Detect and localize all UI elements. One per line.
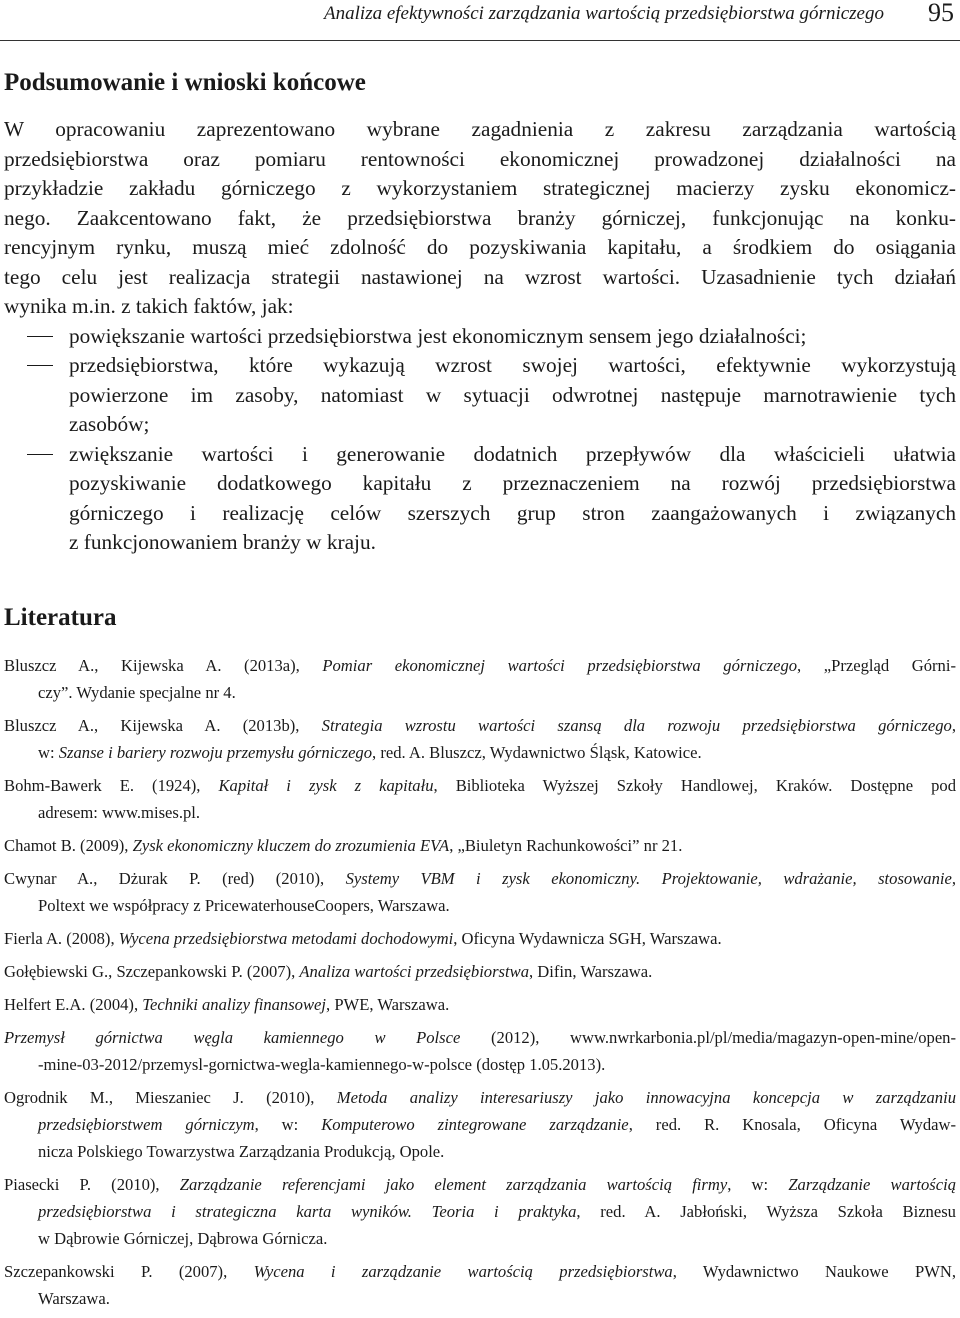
reference-title-text: Zarządzanie referencjami jako element zarządzania wartością firmy [179,1175,728,1194]
reference-text: , „Biuletyn Rachunkowości” nr 21. [449,836,683,855]
reference-line [4,679,956,706]
dash-bullet-icon [27,365,53,366]
reference-text: , Biblioteka Wyższej Szkoły Handlowej, Kraków. Dostępne pod [433,776,956,795]
reference-entry [4,925,956,952]
reference-text: Bluszcz A., Kijewska A. (2013b), [4,716,322,735]
reference-entry [4,832,956,859]
reference-text: Piasecki P. (2010), [4,1175,180,1194]
reference-title-text: Komputerowo zintegrowane zarządzanie [321,1115,629,1134]
reference-line [4,1225,956,1252]
reference-line [4,652,956,679]
body-line: rencyjnym rynku, muszą mieć zdolność do pozyskiwania kapitału, a środkiem do osiągania [4,235,956,259]
reference-line [4,958,956,985]
reference-text: Chamot B. (2009), [4,836,133,855]
body-line: wynika m.in. z takich faktów, jak: [4,294,294,318]
reference-text: Gołębiewski G., Szczepankowski P. (2007), [4,962,300,981]
reference-text: Fierla A. (2008), [4,929,119,948]
reference-title-text: przedsiębiorstwem górniczym [38,1115,255,1134]
reference-entry [4,652,956,706]
body-line: z funkcjonowaniem branży w kraju. [69,530,376,554]
reference-title-text: Pomiar ekonomicznej wartości przedsiębiorstwa górniczego [322,656,798,675]
reference-text: Bohm-Bawerk E. (1924), [4,776,219,795]
reference-text: , red. R. Knosala, Oficyna Wydaw- [628,1115,957,1134]
reference-line [4,712,956,739]
reference-entry [4,1084,956,1165]
reference-text: , [951,869,957,888]
reference-entry [4,772,956,826]
reference-line [4,1051,956,1078]
reference-line [4,1111,956,1138]
reference-line [4,1138,956,1165]
reference-line [4,925,956,952]
running-title: Analiza efektywności zarządzania wartością przedsiębiorstwa górniczego [324,3,884,24]
reference-line [4,1258,956,1285]
body-line: nego. Zaakcentowano fakt, że przedsiębiorstwa branży górniczej, funkcjonując na konku- [4,205,956,230]
bullet-item [4,322,956,352]
summary-body [4,115,956,558]
reference-line [4,892,956,919]
reference-text: Bluszcz A., Kijewska A. (2013a), [4,656,323,675]
bullet-text: powiększanie wartości przedsiębiorstwa jest ekonomicznym sensem jego działalności; [69,323,807,348]
page-number: 95 [928,0,954,27]
reference-text: , Difin, Warszawa. [529,962,653,981]
reference-entry [4,958,956,985]
bullet-text: przedsiębiorstwa, które wykazują wzrost swojej wartości, efektywnie wykorzystują [69,353,956,377]
reference-text: , red. A. Jabłoński, Wyższa Szkoła Biznesu [576,1202,956,1221]
reference-text: Helfert E.A. (2004), [4,995,143,1014]
reference-text: (2012), www.nwrkarbonia.pl/pl/media/magazyn-open-mine/open- [460,1028,957,1047]
body-line: W opracowaniu zaprezentowano wybrane zagadnienia z zakresu zarządzania wartością [4,117,956,141]
reference-text: Warszawa. [38,1289,110,1308]
reference-entry [4,1171,956,1252]
reference-text: Ogrodnik M., Mieszaniec J. (2010), [4,1088,337,1107]
body-line: zasobów; [69,412,150,436]
dash-bullet-icon [27,336,53,337]
reference-line [4,865,956,892]
section-heading-literature: Literatura [4,604,117,631]
reference-title-text: Wycena i zarządzanie wartością przedsiębiorstwa [253,1262,673,1281]
reference-text: Poltext we współpracy z PricewaterhouseCoopers, Warszawa. [38,896,450,915]
reference-title-text: Przemysł górnictwa węgla kamiennego w Polsce [4,1028,461,1047]
reference-entry [4,865,956,919]
reference-line [4,739,956,766]
reference-entry [4,1024,956,1078]
section-heading-summary: Podsumowanie i wnioski końcowe [4,69,366,96]
reference-text: nicza Polskiego Towarzystwa Zarządzania Produkcją, Opole. [38,1142,445,1161]
reference-text: , Oficyna Wydawnicza SGH, Warszawa. [453,929,722,948]
reference-title-text: Techniki analizy finansowej [142,995,327,1014]
page-header [0,0,960,41]
reference-title-text: Zysk ekonomiczny kluczem do zrozumienia EVA [132,836,450,855]
reference-title-text: przedsiębiorstwa i strategiczna karta wyników. Teoria i praktyka [38,1202,577,1221]
reference-line [4,991,956,1018]
body-line: przedsiębiorstwa oraz pomiaru rentowności ekonomicznej prowadzonej działalności na [4,146,956,171]
reference-title-text: Kapitał i zysk z kapitału [218,776,434,795]
reference-line [4,832,956,859]
reference-title-text: Szanse i bariery rozwoju przemysłu górniczego [58,743,373,762]
reference-title-text: Systemy VBM i zysk ekonomiczny. Projektowanie, wdrażanie, stosowanie [345,869,952,888]
reference-text: , w: [727,1175,789,1194]
body-line: pozyskiwanie dodatkowego kapitału z przeznaczeniem na rozwój przedsiębiorstwa [69,471,956,495]
reference-text: -mine-03-2012/przemysl-gornictwa-wegla-kamiennego-w-polsce (dostęp 1.05.2013). [38,1055,606,1074]
reference-text: , red. A. Bluszcz, Wydawnictwo Śląsk, Katowice. [372,743,702,762]
reference-title-text: Strategia wzrostu wartości szansą dla rozwoju przedsiębiorstwa górniczego [321,716,952,735]
dash-bullet-icon [27,454,53,455]
reference-line [4,799,956,826]
bullet-text: zwiększanie wartości i generowanie dodatnich przepływów dla właścicieli ułatwia [69,441,956,466]
reference-text: w Dąbrowie Górniczej, Dąbrowa Górnicza. [38,1229,328,1248]
reference-line [4,1285,956,1312]
body-line: tego celu jest realizacja strategii nastawionej na wzrost wartości. Uzasadnienie tych działań [4,264,956,289]
reference-text: czy”. Wydanie specjalne nr 4. [38,683,236,702]
reference-text: , Wydawnictwo Naukowe PWN, [672,1262,956,1281]
reference-text: , „Przegląd Górni- [797,656,956,675]
bullet-item [4,440,956,470]
body-line: powierzone im zasoby, natomiast w sytuacji odwrotnej następuje marnotrawienie tych [69,382,956,407]
body-line: przykładzie zakładu górniczego z wykorzystaniem strategicznej macierzy zysku ekonomicz- [4,176,956,200]
bullet-item [4,351,956,381]
body-line: górniczego i realizację celów szerszych grup stron zaangażowanych i związanych [69,500,956,525]
reference-text: Cwynar A., Dżurak P. (red) (2010), [4,869,346,888]
reference-line [4,1024,956,1051]
reference-title-text: Analiza wartości przedsiębiorstwa [299,962,529,981]
reference-title-text: Wycena przedsiębiorstwa metodami dochodowymi [118,929,454,948]
reference-title-text: Metoda analizy interesariuszy jako innowacyjna koncepcja w zarządzaniu [336,1088,956,1107]
reference-entry [4,1258,956,1312]
reference-entry [4,712,956,766]
reference-line [4,772,956,799]
reference-list [4,652,956,1318]
reference-text: , [951,716,956,735]
reference-text: adresem: www.mises.pl. [38,803,201,822]
reference-line [4,1084,956,1111]
reference-text: w: [38,743,59,762]
reference-line [4,1198,956,1225]
reference-entry [4,991,956,1018]
reference-title-text: Zarządzanie wartością [788,1175,956,1194]
reference-text: Szczepankowski P. (2007), [4,1262,254,1281]
reference-text: , PWE, Warszawa. [326,995,450,1014]
reference-line [4,1171,956,1198]
reference-text: , w: [254,1115,322,1134]
